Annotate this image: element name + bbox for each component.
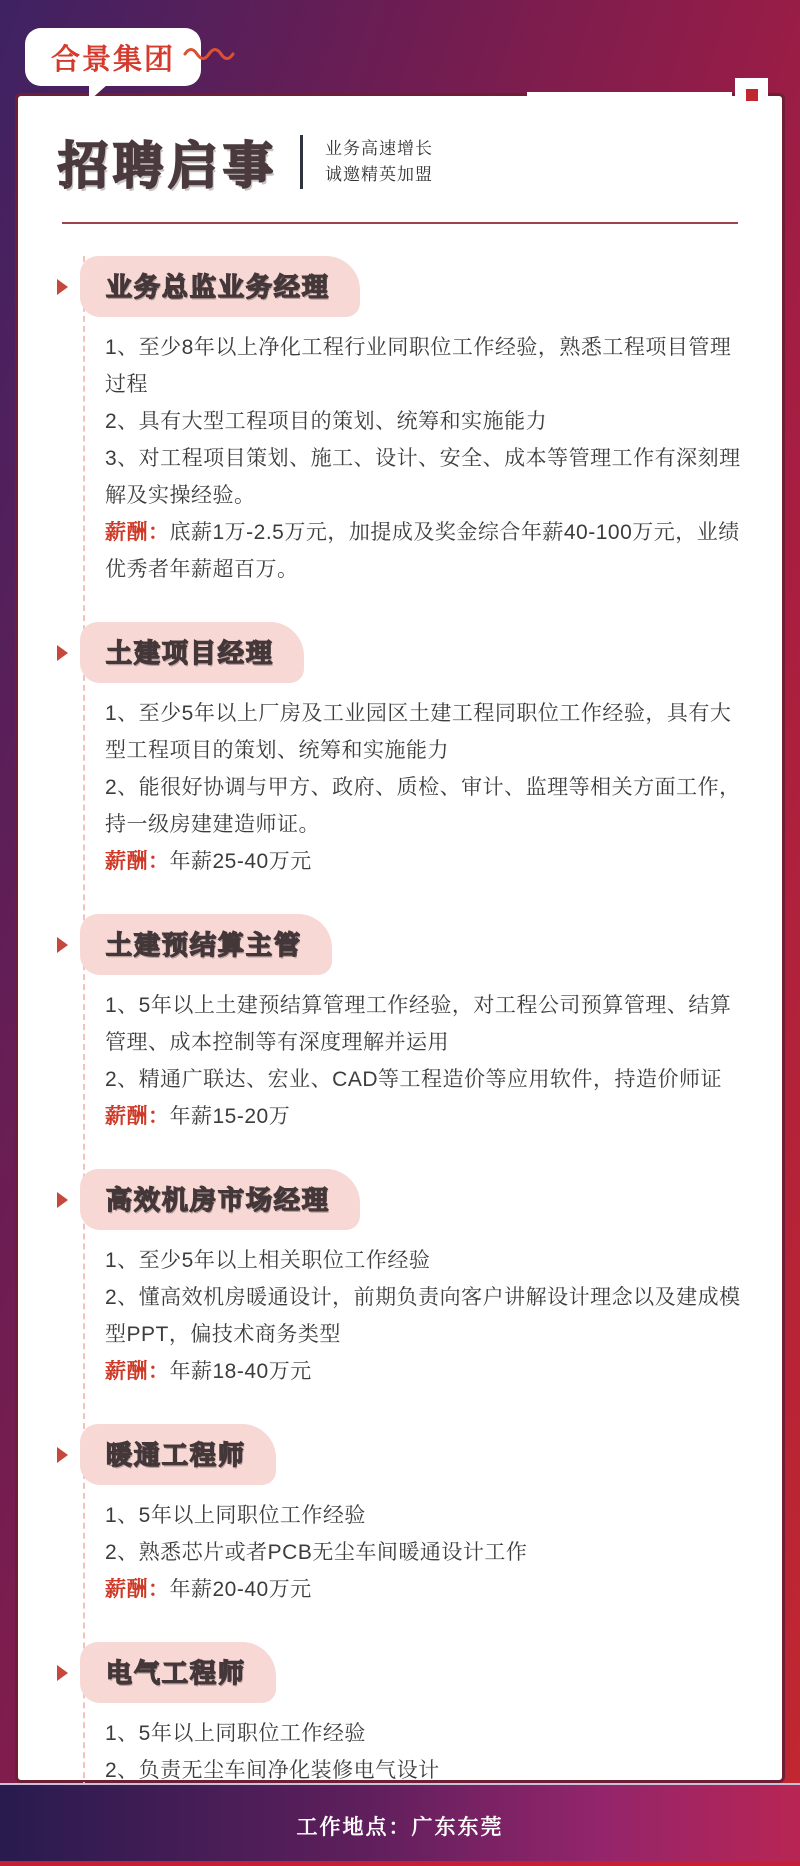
- job-section-5: [85, 1424, 742, 1610]
- salary-line: [105, 1098, 742, 1135]
- job-section-1: [85, 256, 742, 590]
- salary-value: 年薪15-20万: [169, 1105, 291, 1128]
- job-title-badge: [80, 622, 304, 683]
- salary-value: 底薪1万-2.5万元，加提成及奖金综合年薪40-100万元，业绩优秀者年薪超百万。: [105, 521, 740, 581]
- corner-square-icon: [735, 78, 768, 111]
- job-requirements: [85, 683, 742, 882]
- subtitle-line-1: 业务高速增长: [325, 138, 433, 158]
- salary-line: [105, 514, 742, 588]
- requirement-item: 3、对工程项目策划、施工、设计、安全、成本等管理工作有深刻理解及实操经验。: [105, 447, 741, 507]
- job-title: 暖通工程师: [106, 1440, 247, 1470]
- poster-card: [15, 93, 785, 1783]
- triangle-arrow-icon: [57, 645, 68, 661]
- salary-label: 薪酬：: [105, 1578, 170, 1601]
- job-title-badge: [80, 1642, 276, 1703]
- job-requirements: [85, 975, 742, 1137]
- triangle-arrow-icon: [57, 937, 68, 953]
- requirement-item: 2、精通广联达、宏业、CAD等工程造价等应用软件，持造价师证: [105, 1068, 723, 1091]
- job-title: 土建项目经理: [106, 638, 275, 668]
- requirement-item: 1、至少5年以上厂房及工业园区土建工程同职位工作经验，具有大型工程项目的策划、统筹和实施能力: [105, 702, 732, 762]
- header-rule: [62, 222, 738, 224]
- job-section-4: [85, 1169, 742, 1392]
- job-title: 高效机房市场经理: [106, 1185, 331, 1215]
- job-title: 电气工程师: [106, 1658, 247, 1688]
- job-requirements: [85, 317, 742, 590]
- requirement-item: 1、5年以上土建预结算管理工作经验，对工程公司预算管理、结算管理、成本控制等有深度理解并运用: [105, 994, 732, 1054]
- squiggle-icon: [183, 44, 241, 60]
- salary-value: 年薪20-40万元: [169, 1578, 312, 1601]
- requirement-item: 2、负责无尘车间净化装修电气设计: [105, 1759, 440, 1782]
- salary-label: 薪酬：: [105, 850, 170, 873]
- triangle-arrow-icon: [57, 1665, 68, 1681]
- requirement-item: 2、能很好协调与甲方、政府、质检、审计、监理等相关方面工作，持一级房建建造师证。: [105, 776, 741, 836]
- requirement-item: 2、熟悉芯片或者PCB无尘车间暖通设计工作: [105, 1541, 528, 1564]
- triangle-arrow-icon: [57, 1447, 68, 1463]
- job-title: 业务总监业务经理: [106, 272, 331, 302]
- job-title-badge: [80, 1169, 360, 1230]
- salary-value: 年薪18-40万元: [169, 1360, 312, 1383]
- triangle-arrow-icon: [57, 1192, 68, 1208]
- badge-row: [80, 1169, 742, 1230]
- work-location: 工作地点：广东东莞: [296, 1815, 504, 1839]
- brand-bubble: [25, 28, 201, 86]
- job-section-3: [85, 914, 742, 1137]
- requirement-item: 1、5年以上同职位工作经验: [105, 1504, 366, 1527]
- requirement-item: 1、至少5年以上相关职位工作经验: [105, 1249, 431, 1272]
- footer-band: [0, 1783, 800, 1866]
- page-title: 招聘启事: [58, 138, 278, 194]
- job-title-badge: [80, 256, 360, 317]
- job-title-badge: [80, 1424, 276, 1485]
- salary-line: [105, 843, 742, 880]
- header-divider: [300, 135, 303, 189]
- triangle-arrow-icon: [57, 279, 68, 295]
- badge-row: [80, 914, 742, 975]
- salary-line: [105, 1353, 742, 1390]
- salary-line: [105, 1571, 742, 1608]
- job-requirements: [85, 1230, 742, 1392]
- badge-row: [80, 1424, 742, 1485]
- salary-label: 薪酬：: [105, 1105, 170, 1128]
- salary-label: 薪酬：: [105, 521, 170, 544]
- card-header: [58, 126, 742, 198]
- requirement-item: 1、5年以上同职位工作经验: [105, 1722, 366, 1745]
- subtitle-line-2: 诚邀精英加盟: [325, 165, 433, 184]
- salary-value: 年薪25-40万元: [169, 850, 312, 873]
- requirement-item: 1、至少8年以上净化工程行业同职位工作经验，熟悉工程项目管理过程: [105, 336, 732, 396]
- corner-line-decoration: [527, 92, 732, 97]
- header-subtitle: [325, 136, 433, 189]
- job-requirements: [85, 1485, 742, 1610]
- badge-row: [80, 622, 742, 683]
- job-section-2: [85, 622, 742, 882]
- brand-name: 合景集团: [51, 43, 176, 76]
- salary-label: 薪酬：: [105, 1360, 170, 1383]
- job-title-badge: [80, 914, 332, 975]
- job-list: [83, 256, 742, 1838]
- requirement-item: 2、懂高效机房暖通设计，前期负责向客户讲解设计理念以及建成模型PPT，偏技术商务类型: [105, 1286, 741, 1346]
- requirement-item: 2、具有大型工程项目的策划、统筹和实施能力: [105, 410, 548, 433]
- badge-row: [80, 1642, 742, 1703]
- job-title: 土建预结算主管: [106, 930, 303, 960]
- badge-row: [80, 256, 742, 317]
